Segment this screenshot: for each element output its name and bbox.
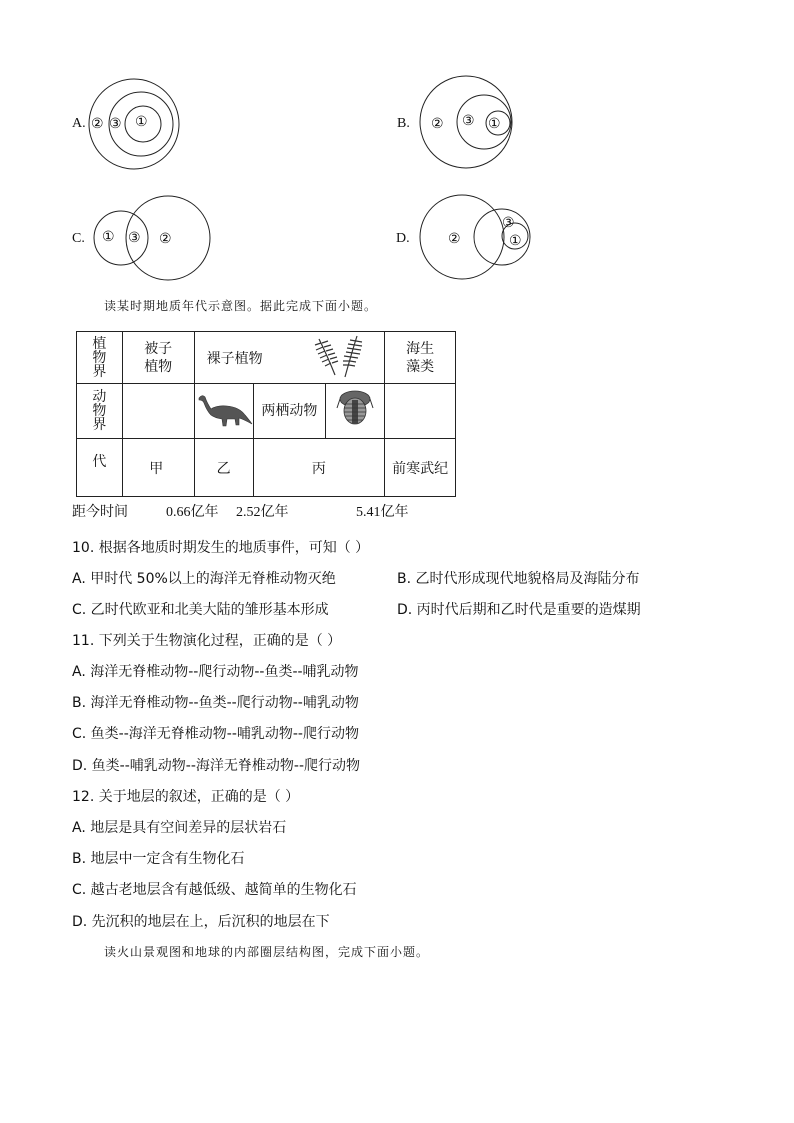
animal-row bbox=[77, 384, 456, 439]
timeline-mark-066: 0.66亿年 bbox=[166, 505, 219, 520]
q12-stem: 12. 关于地层的叙述，正确的是（ ） bbox=[72, 789, 300, 805]
trilobite-cell bbox=[326, 384, 385, 439]
plant-kingdom-head: 植物界 bbox=[77, 332, 123, 384]
d-num-2: ② bbox=[448, 232, 461, 247]
fern-cell bbox=[294, 332, 385, 384]
era-jia: 甲 bbox=[122, 439, 194, 497]
c-num-3: ③ bbox=[128, 231, 141, 246]
era-row bbox=[77, 439, 456, 497]
fern-icon bbox=[311, 333, 367, 379]
q11-option-b[interactable]: B. 海洋无脊椎动物--鱼类--爬行动物--哺乳动物 bbox=[72, 695, 359, 711]
era-head: 代 bbox=[77, 439, 123, 497]
q10-option-b[interactable]: B. 乙时代形成现代地貌格局及海陆分布 bbox=[397, 571, 640, 587]
d-num-3: ③ bbox=[502, 216, 515, 231]
option-c-label: C. bbox=[72, 231, 85, 246]
option-a-label: A. bbox=[72, 116, 86, 131]
q12-option-a[interactable]: A. 地层是具有空间差异的层状岩石 bbox=[72, 820, 287, 836]
q10-option-c[interactable]: C. 乙时代欧亚和北美大陆的雏形基本形成 bbox=[72, 602, 329, 618]
dinosaur-cell bbox=[194, 384, 253, 439]
q10-option-d[interactable]: D. 丙时代后期和乙时代是重要的造煤期 bbox=[397, 602, 641, 618]
q12-option-c[interactable]: C. 越古老地层含有越低级、越简单的生物化石 bbox=[72, 882, 357, 898]
geologic-era-table bbox=[76, 331, 456, 497]
intro-volcano: 读火山景观图和地球的内部圈层结构图，完成下面小题。 bbox=[104, 945, 430, 959]
intro-geologic-chart: 读某时期地质年代示意图。据此完成下面小题。 bbox=[104, 299, 378, 313]
c-num-2: ② bbox=[159, 232, 172, 247]
q11-option-c[interactable]: C. 鱼类--海洋无脊椎动物--哺乳动物--爬行动物 bbox=[72, 726, 359, 742]
amphibian-cell: 两栖动物 bbox=[253, 384, 326, 439]
outer-circle bbox=[420, 195, 504, 279]
b-num-1: ① bbox=[488, 117, 501, 132]
dinosaur-icon bbox=[195, 389, 253, 429]
q12-option-b[interactable]: B. 地层中一定含有生物化石 bbox=[72, 851, 245, 867]
a-num-3: ③ bbox=[109, 117, 122, 132]
marine-algae-cell: 海生藻类 bbox=[385, 332, 456, 384]
era-yi: 乙 bbox=[194, 439, 253, 497]
q11-option-a[interactable]: A. 海洋无脊椎动物--爬行动物--鱼类--哺乳动物 bbox=[72, 664, 359, 680]
timeline-mark-541: 5.41亿年 bbox=[356, 505, 409, 520]
animal-kingdom-head: 动物界 bbox=[77, 384, 123, 439]
empty-precambrian-animal-cell bbox=[385, 384, 456, 439]
q12-option-d[interactable]: D. 先沉积的地层在上，后沉积的地层在下 bbox=[72, 914, 330, 930]
timeline-mark-252: 2.52亿年 bbox=[236, 505, 289, 520]
trilobite-icon bbox=[335, 388, 375, 430]
q10-option-a[interactable]: A. 甲时代 50%以上的海洋无脊椎动物灭绝 bbox=[72, 571, 336, 587]
c-num-1: ① bbox=[102, 230, 115, 245]
era-bing: 丙 bbox=[253, 439, 385, 497]
b-num-2: ② bbox=[431, 117, 444, 132]
plant-row bbox=[77, 332, 456, 384]
d-num-1: ① bbox=[509, 234, 522, 249]
empty-animal-cell bbox=[122, 384, 194, 439]
q11-option-d[interactable]: D. 鱼类--哺乳动物--海洋无脊椎动物--爬行动物 bbox=[72, 758, 360, 774]
timeline-label: 距今时间 bbox=[72, 504, 128, 520]
gymnosperm-cell: 裸子植物 bbox=[194, 332, 294, 384]
q11-stem: 11. 下列关于生物演化过程，正确的是（ ） bbox=[72, 633, 342, 649]
option-d-label: D. bbox=[396, 231, 410, 246]
a-num-1: ① bbox=[135, 115, 148, 130]
a-num-2: ② bbox=[91, 117, 104, 132]
era-precambrian: 前寒武纪 bbox=[385, 439, 456, 497]
b-num-3: ③ bbox=[462, 114, 475, 129]
q10-stem: 10. 根据各地质时期发生的地质事件，可知（ ） bbox=[72, 540, 370, 556]
angiosperm-cell: 被子植物 bbox=[122, 332, 194, 384]
option-b-label: B. bbox=[397, 116, 410, 131]
